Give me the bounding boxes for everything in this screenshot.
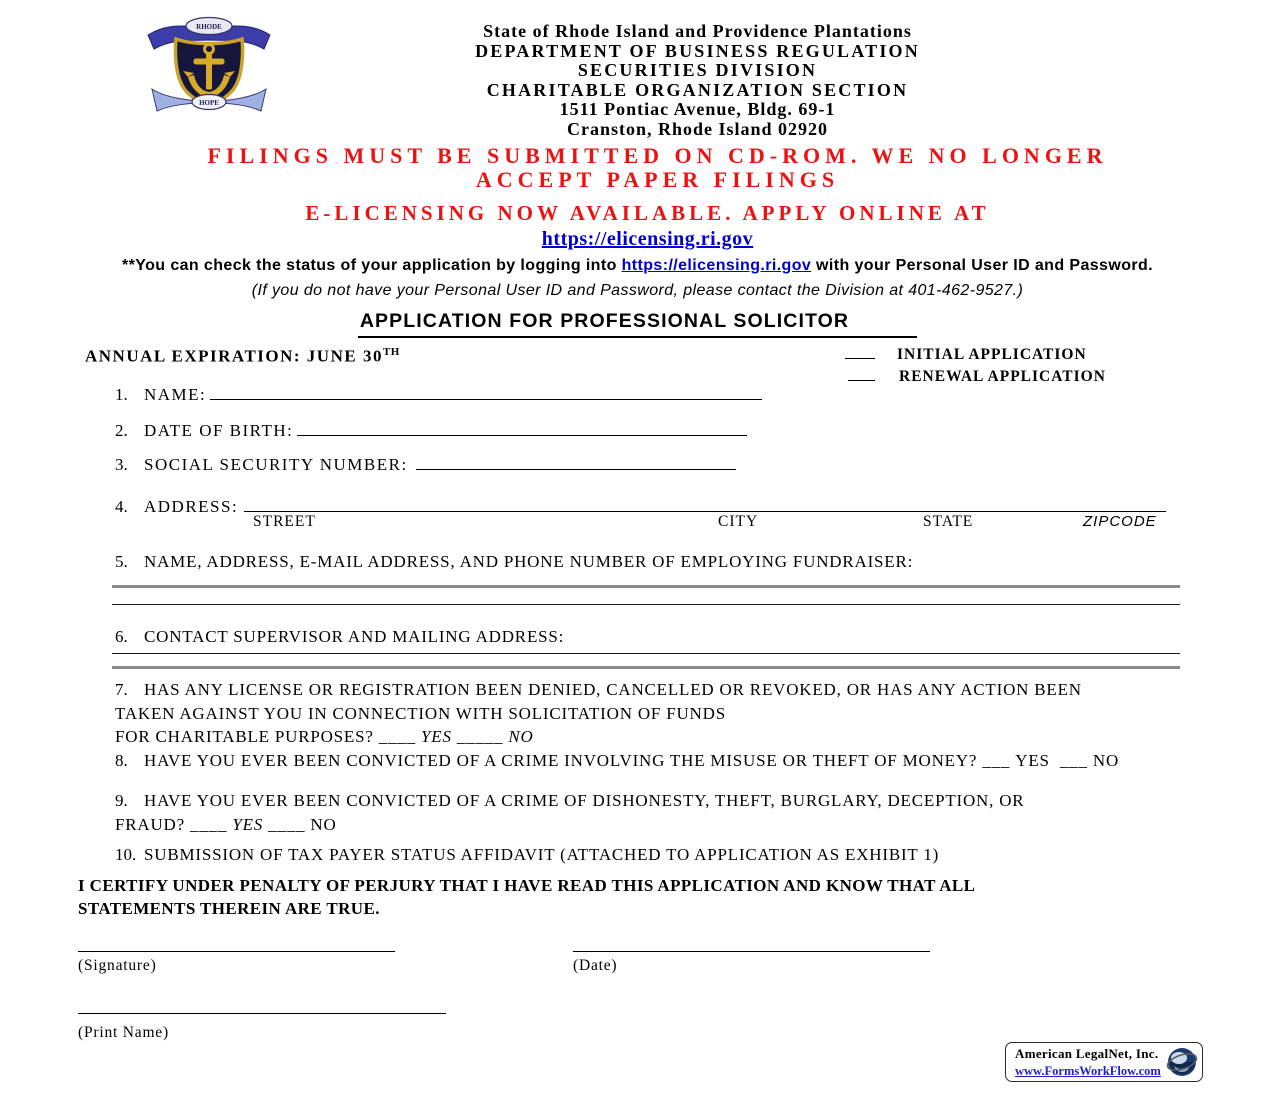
item-9-no-blank: ____ xyxy=(268,814,306,834)
contact-note: (If you do not have your Personal User ID and Password, please contact the Division at 401-462-9527.) xyxy=(251,282,1024,299)
print-name-label: (Print Name) xyxy=(78,1024,169,1041)
elicensing-notice xyxy=(0,201,1275,252)
form-title: APPLICATION FOR PROFESSIONAL SOLICITOR xyxy=(358,310,917,338)
initial-application-blank xyxy=(845,345,875,359)
item-4-number: 4. xyxy=(115,497,128,516)
globe-icon xyxy=(1166,1046,1198,1078)
form-item-1-name xyxy=(115,385,1235,405)
item-9-line-2: FRAUD? ____ YES ____ NO xyxy=(115,814,337,834)
form-item-2-dob xyxy=(115,421,1235,441)
form-item-9-dishonesty xyxy=(115,789,1235,836)
status-prefix: **You can check the status of your application by logging into xyxy=(121,257,622,274)
fundraiser-fill-line-1 xyxy=(112,585,1180,588)
form-item-6-supervisor xyxy=(115,627,1235,647)
item-7-number: 7. xyxy=(115,680,128,699)
item-8-yes-label: YES xyxy=(1015,751,1050,770)
street-sublabel: STREET xyxy=(253,513,316,530)
item-9-number: 9. xyxy=(115,791,128,810)
expiration-superscript: TH xyxy=(382,346,400,358)
item-9-line-1: 9. HAVE YOU EVER BEEN CONVICTED OF A CRIME OF DISHONESTY, THEFT, BURGLARY, DECEPTION, OR xyxy=(115,789,1235,813)
item-1-label: NAME: xyxy=(144,385,207,404)
status-suffix: with your Personal User ID and Password. xyxy=(811,257,1154,274)
annual-expiration-label: ANNUAL EXPIRATION: JUNE 30TH xyxy=(85,346,400,366)
item-6-number: 6. xyxy=(115,627,128,646)
legalnet-badge xyxy=(1005,1042,1203,1082)
item-8-no-blank: ___ xyxy=(1059,751,1088,770)
cdrom-warning-line1: FILINGS MUST BE SUBMITTED ON CD-ROM. WE NO LONGER xyxy=(207,143,1108,168)
letterhead-section: CHARITABLE ORGANIZATION SECTION xyxy=(486,79,909,100)
date-line xyxy=(573,951,930,952)
item-3-label: SOCIAL SECURITY NUMBER: xyxy=(144,455,408,474)
dob-fill-line xyxy=(297,422,747,436)
item-7-no-label: NO xyxy=(508,727,534,746)
form-title-row xyxy=(0,310,1275,338)
ssn-fill-line xyxy=(416,456,736,470)
renewal-application-row xyxy=(845,366,1106,387)
item-9-no-label: NO xyxy=(310,814,337,834)
legalnet-company: American LegalNet, Inc. xyxy=(1015,1046,1159,1061)
item-2-number: 2. xyxy=(115,421,128,440)
renewal-application-label: RENEWAL APPLICATION xyxy=(899,368,1106,385)
item-2-label: DATE OF BIRTH: xyxy=(144,421,294,440)
initial-application-row xyxy=(845,344,1106,365)
letterhead-state: State of Rhode Island and Providence Plantations xyxy=(483,21,912,41)
form-item-3-ssn xyxy=(115,455,1235,475)
zipcode-sublabel: ZIPCODE xyxy=(1083,513,1157,530)
seal-top-banner-text: RHODE xyxy=(196,23,222,31)
form-item-10-affidavit xyxy=(115,845,1235,865)
letterhead-department: DEPARTMENT OF BUSINESS REGULATION xyxy=(475,40,920,61)
name-fill-line xyxy=(210,386,762,400)
item-3-number: 3. xyxy=(115,455,128,474)
elicensing-link[interactable]: https://elicensing.ri.gov xyxy=(541,228,754,250)
certification-statement xyxy=(78,875,1235,920)
item-8-number: 8. xyxy=(115,751,128,770)
item-9-yes-blank: ____ xyxy=(190,814,228,834)
address-fill-line xyxy=(244,498,1166,512)
application-type-checks xyxy=(845,344,1106,388)
supervisor-fill-line-1 xyxy=(112,653,1180,654)
letterhead-city: Cranston, Rhode Island 02920 xyxy=(566,118,829,139)
seal-motto-text: HOPE xyxy=(199,99,219,107)
fundraiser-fill-line-2 xyxy=(112,604,1180,605)
item-5-number: 5. xyxy=(115,552,128,571)
elicensing-notice-line: E-LICENSING NOW AVAILABLE. APPLY ONLINE AT xyxy=(305,201,990,225)
item-10-label: SUBMISSION OF TAX PAYER STATUS AFFIDAVIT (ATTACHED TO APPLICATION AS EXHIBIT 1) xyxy=(144,845,940,864)
cdrom-warning-line2: ACCEPT PAPER FILINGS xyxy=(475,167,840,192)
item-1-number: 1. xyxy=(115,385,128,404)
item-8-label: HAVE YOU EVER BEEN CONVICTED OF A CRIME INVOLVING THE MISUSE OR THEFT OF MONEY? xyxy=(144,751,978,770)
item-8-no-label: NO xyxy=(1092,751,1120,770)
item-10-number: 10. xyxy=(115,845,137,864)
item-9-yes-label: YES xyxy=(232,814,264,834)
letterhead xyxy=(0,22,1275,139)
date-label: (Date) xyxy=(573,957,618,974)
item-7-line-1: 7. HAS ANY LICENSE OR REGISTRATION BEEN DENIED, CANCELLED OR REVOKED, OR HAS ANY ACTION BEEN xyxy=(115,678,1235,702)
print-name-line xyxy=(78,1013,446,1014)
legalnet-url-link[interactable]: www.FormsWorkFlow.com xyxy=(1015,1064,1161,1078)
cdrom-warning xyxy=(0,144,1275,192)
item-8-yes-blank: ___ xyxy=(982,751,1011,770)
renewal-application-blank xyxy=(848,367,875,381)
item-7-line-2: TAKEN AGAINST YOU IN CONNECTION WITH SOLICITATION OF FUNDS xyxy=(115,703,726,723)
signature-line xyxy=(78,951,395,952)
form-item-5-fundraiser xyxy=(115,552,1235,572)
item-7-yes-blank: ____ xyxy=(378,727,416,746)
supervisor-fill-line-2 xyxy=(112,666,1180,669)
city-sublabel: CITY xyxy=(718,513,759,530)
form-item-7-license-denied xyxy=(115,678,1235,749)
status-line xyxy=(0,257,1275,275)
certification-line-2: STATEMENTS THEREIN ARE TRUE. xyxy=(78,898,380,918)
item-5-label: NAME, ADDRESS, E-MAIL ADDRESS, AND PHONE NUMBER OF EMPLOYING FUNDRAISER: xyxy=(144,552,914,571)
signature-label: (Signature) xyxy=(78,957,157,974)
item-7-yes-label: YES xyxy=(421,727,452,746)
certification-line-1: I CERTIFY UNDER PENALTY OF PERJURY THAT I HAVE READ THIS APPLICATION AND KNOW THAT ALL xyxy=(78,876,976,895)
item-6-label: CONTACT SUPERVISOR AND MAILING ADDRESS: xyxy=(144,627,565,646)
status-elicensing-link[interactable]: https://elicensing.ri.gov xyxy=(621,257,812,274)
state-sublabel: STATE xyxy=(923,513,974,530)
item-7-no-blank: _____ xyxy=(456,727,504,746)
item-4-label: ADDRESS: xyxy=(144,497,239,516)
initial-application-label: INITIAL APPLICATION xyxy=(897,346,1087,363)
letterhead-division: SECURITIES DIVISION xyxy=(577,60,818,80)
item-7-line-3: FOR CHARITABLE PURPOSES? ____ YES _____ NO xyxy=(115,727,534,746)
form-item-8-theft-of-money xyxy=(115,751,1235,771)
letterhead-address: 1511 Pontiac Avenue, Bldg. 69-1 xyxy=(559,99,836,119)
